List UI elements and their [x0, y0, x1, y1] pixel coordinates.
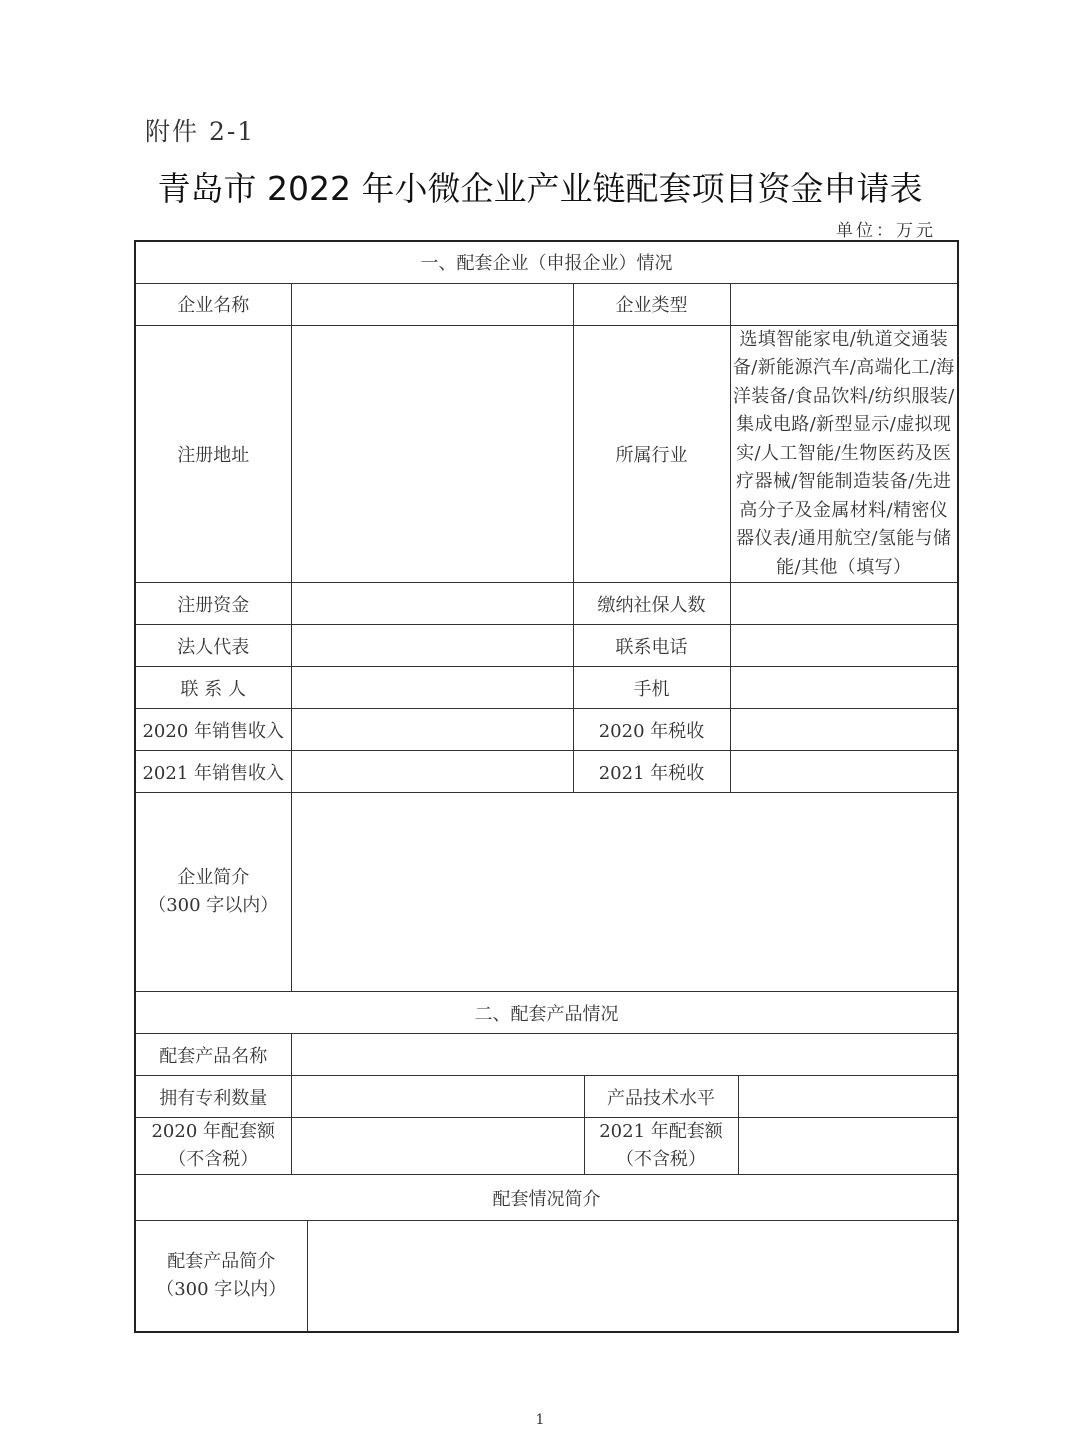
product-name-label: 配套产品名称: [135, 1034, 291, 1076]
company-name-field[interactable]: [291, 283, 573, 325]
summary-header-row: [135, 1175, 958, 1221]
tax-2020-label: 2020 年税收: [573, 709, 730, 751]
amount-2020-label-cell: [135, 1118, 291, 1175]
phone-label: 联系电话: [573, 625, 730, 667]
section1-title: 一、配套企业（申报企业）情况: [135, 241, 958, 283]
tech-level-label: 产品技术水平: [584, 1076, 738, 1118]
patents-row: [135, 1076, 958, 1118]
summary-header: 配套情况简介: [135, 1175, 958, 1221]
contact-label: 联 系 人: [135, 667, 291, 709]
contact-row: [135, 667, 958, 709]
legal-rep-row: [135, 625, 958, 667]
industry-options-field[interactable]: 选填智能家电/轨道交通装备/新能源汽车/高端化工/海洋装备/食品饮料/纺织服装/集成电路/新型显示/虚拟现实/人工智能/生物医药及医疗器械/智能制造装备/先进高分子及金属材料/精密仪器仪表/通用航空/氢能与储能/其他（填写）: [730, 325, 958, 583]
product-name-field[interactable]: [291, 1034, 958, 1076]
sales-2020-label: 2020 年销售收入: [135, 709, 291, 751]
phone-field[interactable]: [730, 625, 958, 667]
social-security-label: 缴纳社保人数: [573, 583, 730, 625]
social-security-field[interactable]: [730, 583, 958, 625]
company-intro-label-cell: [135, 793, 291, 992]
product-intro-row: [135, 1221, 958, 1332]
amount-2021-label: 2021 年配套额: [599, 1121, 723, 1142]
amount-row: [135, 1118, 958, 1175]
company-type-label: 企业类型: [573, 283, 730, 325]
amount-2020-label: 2020 年配套额: [151, 1121, 276, 1142]
unit-label: 单位：万元: [836, 221, 936, 241]
company-name-row: [135, 283, 958, 325]
company-name-label: 企业名称: [135, 283, 291, 325]
amount-2021-field[interactable]: [738, 1118, 958, 1175]
product-name-row: [135, 1034, 958, 1076]
reg-address-field[interactable]: [291, 325, 573, 583]
section1-header-row: [135, 241, 958, 283]
patents-field[interactable]: [291, 1076, 584, 1118]
patents-label: 拥有专利数量: [135, 1076, 291, 1118]
tax-2021-field[interactable]: [730, 751, 958, 793]
section2-title: 二、配套产品情况: [135, 992, 958, 1034]
amount-2021-label-cell: [584, 1118, 738, 1175]
company-intro-limit: （300 字以内）: [148, 895, 279, 916]
page-number: 1: [535, 1412, 545, 1428]
tax-2021-label: 2021 年税收: [573, 751, 730, 793]
reg-capital-label: 注册资金: [135, 583, 291, 625]
company-intro-label: 企业简介: [177, 867, 250, 888]
product-intro-limit: （300 字以内）: [156, 1278, 287, 1300]
company-intro-field[interactable]: [291, 793, 958, 992]
contact-field[interactable]: [291, 667, 573, 709]
reg-capital-field[interactable]: [291, 583, 573, 625]
sales-2021-label: 2021 年销售收入: [135, 751, 291, 793]
mobile-field[interactable]: [730, 667, 958, 709]
tech-level-field[interactable]: [738, 1076, 958, 1118]
amount-2020-field[interactable]: [291, 1118, 584, 1175]
application-form-table: [134, 240, 959, 1333]
sales-2021-row: [135, 751, 958, 793]
sales-2020-field[interactable]: [291, 709, 573, 751]
tax-2020-field[interactable]: [730, 709, 958, 751]
legal-rep-label: 法人代表: [135, 625, 291, 667]
reg-address-label: 注册地址: [135, 325, 291, 583]
company-type-field[interactable]: [730, 283, 958, 325]
product-intro-field[interactable]: [307, 1221, 958, 1332]
form-title: 青岛市 2022 年小微企业产业链配套项目资金申请表: [157, 169, 923, 208]
sales-2020-row: [135, 709, 958, 751]
industry-label: 所属行业: [573, 325, 730, 583]
legal-rep-field[interactable]: [291, 625, 573, 667]
mobile-label: 手机: [573, 667, 730, 709]
address-industry-row: [135, 325, 958, 583]
amount-2021-excl-tax: （不含税）: [616, 1149, 706, 1170]
section2-header-row: [135, 992, 958, 1034]
attachment-label: 附件 2-1: [145, 117, 256, 146]
amount-2020-excl-tax: （不含税）: [168, 1149, 259, 1170]
company-intro-row: [135, 793, 958, 992]
product-intro-label: 配套产品简介: [167, 1250, 276, 1272]
capital-row: [135, 583, 958, 625]
product-intro-label-cell: [135, 1221, 307, 1332]
sales-2021-field[interactable]: [291, 751, 573, 793]
